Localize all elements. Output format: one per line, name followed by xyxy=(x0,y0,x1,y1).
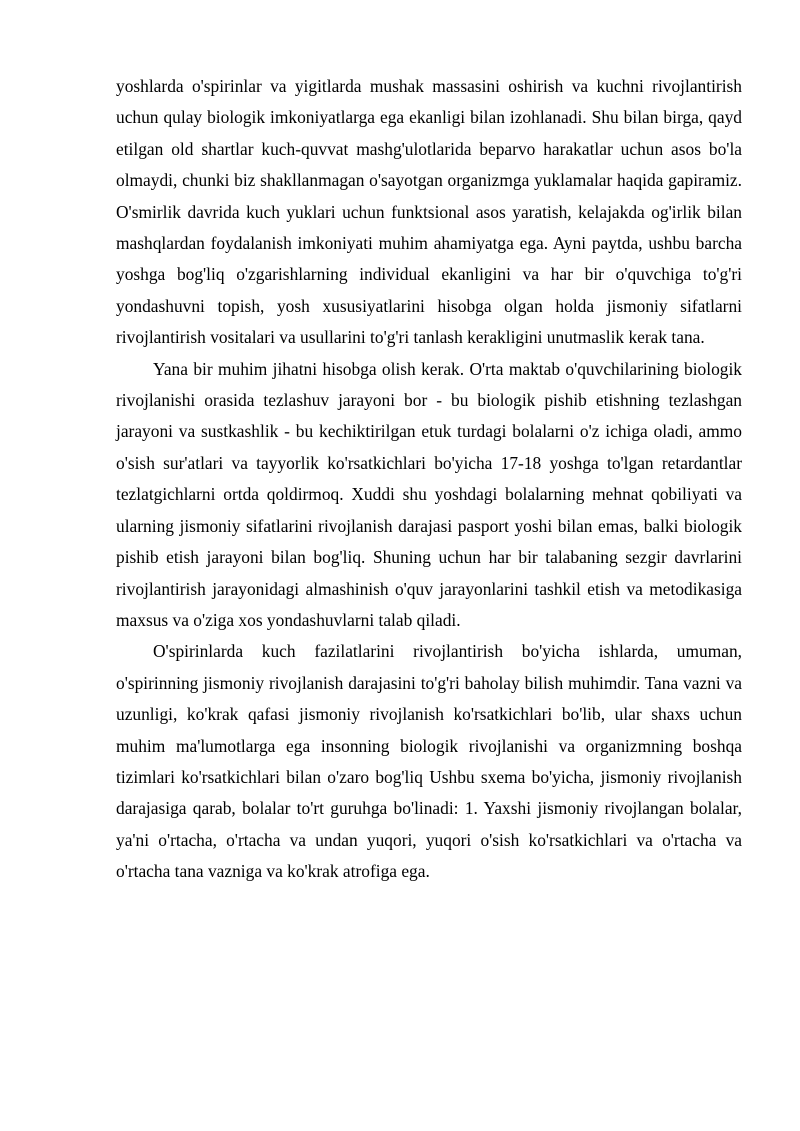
document-page xyxy=(116,71,742,888)
paragraph-physical-development: O'spirinlarda kuch fazilatlarini rivojlantirish bo'yicha ishlarda, umuman, o'spirinning jismoniy rivojlanish darajasini to'g'ri baholay bilish muhimdir. Tana vazni va uzunligi, ko'krak qafasi jismoniy rivojlanish ko'rsatkichlari bo'lib, ular shaxs uchun muhim ma'lumotlarga ega insonning biologik rivojlanishi va organizmning boshqa tizimlari ko'rsatkichlari bilan o'zaro bog'liq Ushbu sxema bo'yicha, jismoniy rivojlanish darajasiga qarab, bolalar to'rt guruhga bo'linadi: 1. Yaxshi jismoniy rivojlangan bolalar, ya'ni o'rtacha, o'rtacha va undan yuqori, yuqori o'sish ko'rsatkichlari va o'rtacha va o'rtacha tana vazniga va ko'krak atrofiga ega. xyxy=(116,641,742,882)
paragraph-continuation: yoshlarda o'spirinlar va yigitlarda mushak massasini oshirish va kuchni rivojlantirish uchun qulay biologik imkoniyatlarga ega ekanligi bilan izohlanadi. Shu bilan birga, qayd etilgan old shartlar kuch-quvvat mashg'ulotlarida beparvo harakatlar uchun asos bo'la olmaydi, chunki biz shakllanmagan o'sayotgan organizmga yuklamalar haqida gapiramiz. O'smirlik davrida kuch yuklari uchun funktsional asos yaratish, kelajakda og'irlik bilan mashqlardan foydalanish imkoniyati muhim ahamiyatga ega. Ayni paytda, ushbu barcha yoshga bog'liq o'zgarishlarning individual ekanligini va har bir o'quvchiga to'g'ri yondashuvni topish, yosh xususiyatlarini hisobga olgan holda jismoniy sifatlarni rivojlantirish vositalari va usullarini to'g'ri tanlash kerakligini unutmaslik kerak tana. xyxy=(116,76,742,348)
paragraph-biological-development: Yana bir muhim jihatni hisobga olish kerak. O'rta maktab o'quvchilarining biologik rivojlanishi orasida tezlashuv jarayoni bor - bu biologik pishib etishning tezlashgan jarayoni va sustkashlik - bu kechiktirilgan etuk turdagi bolalarni o'z ichiga oladi, ammo o'sish sur'atlari va tayyorlik ko'rsatkichlari bo'yicha 17-18 yoshga to'lgan retardantlar tezlatgichlarni ortda qoldirmoq. Xuddi shu yoshdagi bolalarning mehnat qobiliyati va ularning jismoniy sifatlarini rivojlanish darajasi pasport yoshi bilan emas, balki biologik pishib etish jarayoni bilan bog'liq. Shuning uchun har bir talabaning sezgir davrlarini rivojlantirish jarayonidagi almashinish o'quv jarayonlarini tashkil etish va metodikasiga maxsus va o'ziga xos yondashuvlarni talab qiladi. xyxy=(116,358,742,630)
